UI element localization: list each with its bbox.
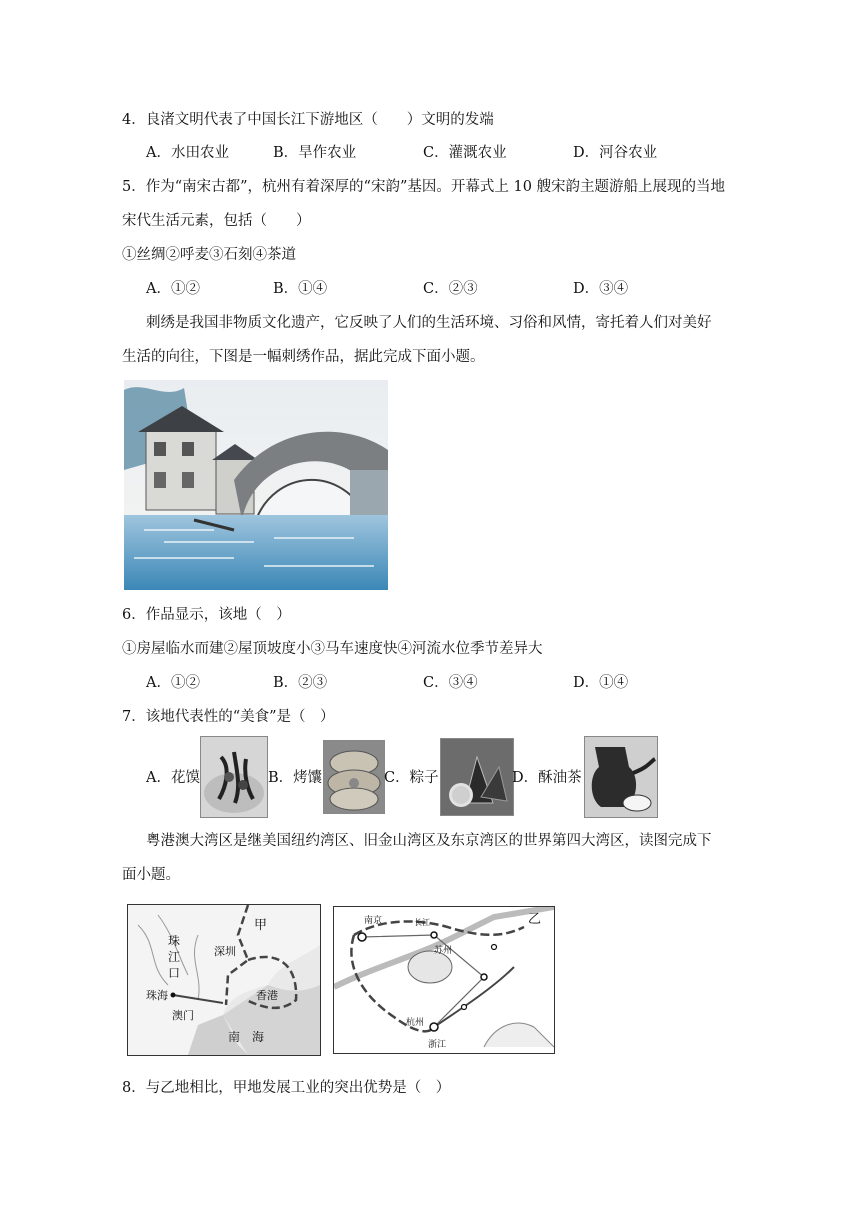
- map-label-kou: 口: [168, 966, 181, 980]
- q7-option-d: D．酥油茶: [512, 770, 582, 786]
- map-label-nanjing: 南京: [364, 916, 383, 926]
- passage2-line1: 粤港澳大湾区是继美国纽约湾区、旧金山湾区及东京湾区的世界第四大湾区，读图完成下: [146, 833, 712, 849]
- q5-items: ①丝绸②呼麦③石刻④茶道: [122, 247, 296, 263]
- map-label-jia: 甲: [254, 918, 268, 933]
- q7-option-b: B．烤馕: [268, 770, 323, 786]
- yangtze-delta-map: [333, 906, 555, 1054]
- suyoucha-photo: [584, 736, 658, 818]
- huamo-photo: [200, 736, 268, 818]
- embroidery-painting: [124, 380, 388, 590]
- map-label-zhuhai: 珠海: [146, 989, 168, 1002]
- q7-stem: 7．该地代表性的“美食”是（ ）: [122, 709, 335, 725]
- map-label-nan: 南: [228, 1030, 241, 1044]
- map-label-changjiang: 长江: [414, 918, 430, 927]
- q4-option-d: D．河谷农业: [573, 145, 658, 161]
- map-label-suzhou: 苏州: [434, 946, 453, 956]
- q5-option-b: B．①④: [273, 281, 328, 297]
- passage1-line2: 生活的向往，下图是一幅刺绣作品，据此完成下面小题。: [122, 349, 485, 365]
- q5-stem-line1: 5．作为“南宋古都”，杭州有着深厚的“宋韵”基因。开幕式上 10 艘宋韵主题游船上展现的当地: [122, 179, 726, 195]
- map-label-zhejiang: 浙江: [428, 1040, 447, 1050]
- map-label-hai: 海: [252, 1030, 265, 1044]
- greater-bay-area-map: [127, 904, 321, 1056]
- map-label-hangzhou: 杭州: [406, 1018, 425, 1028]
- q6-option-b: B．②③: [273, 675, 328, 691]
- q7-option-c: C．粽子: [384, 770, 439, 786]
- passage1-line1: 刺绣是我国非物质文化遗产，它反映了人们的生活环境、习俗和风情，寄托着人们对美好: [146, 315, 712, 331]
- zongzi-photo: [440, 738, 514, 816]
- q5-option-a: A．①②: [146, 281, 200, 297]
- q6-stem: 6．作品显示，该地（ ）: [122, 607, 291, 623]
- map-label-yi: 乙: [528, 912, 542, 927]
- q7-option-a: A．花馍: [146, 770, 200, 786]
- q4-option-b: B．旱作农业: [273, 145, 357, 161]
- map-label-hongkong: 香港: [256, 989, 278, 1002]
- kaonang-photo: [323, 740, 385, 814]
- map-label-shenzhen: 深圳: [214, 945, 236, 958]
- q4-option-a: A．水田农业: [146, 145, 229, 161]
- passage2-line2: 面小题。: [122, 867, 180, 883]
- q4-option-c: C．灌溉农业: [423, 145, 507, 161]
- q5-stem-line2: 宋代生活元素，包括（ ）: [122, 213, 311, 229]
- q6-option-c: C．③④: [423, 675, 478, 691]
- map-label-jiang: 江: [168, 950, 181, 964]
- q4-stem: 4．良渚文明代表了中国长江下游地区（ ）文明的发端: [122, 112, 494, 128]
- q5-option-d: D．③④: [573, 281, 629, 297]
- q6-option-d: D．①④: [573, 675, 629, 691]
- q6-option-a: A．①②: [146, 675, 200, 691]
- q6-items: ①房屋临水而建②屋顶坡度小③马车速度快④河流水位季节差异大: [122, 641, 543, 657]
- q8-stem: 8．与乙地相比，甲地发展工业的突出优势是（ ）: [122, 1080, 451, 1096]
- map-label-zhu: 珠: [168, 934, 181, 948]
- map-label-macau: 澳门: [172, 1009, 194, 1022]
- q5-option-c: C．②③: [423, 281, 478, 297]
